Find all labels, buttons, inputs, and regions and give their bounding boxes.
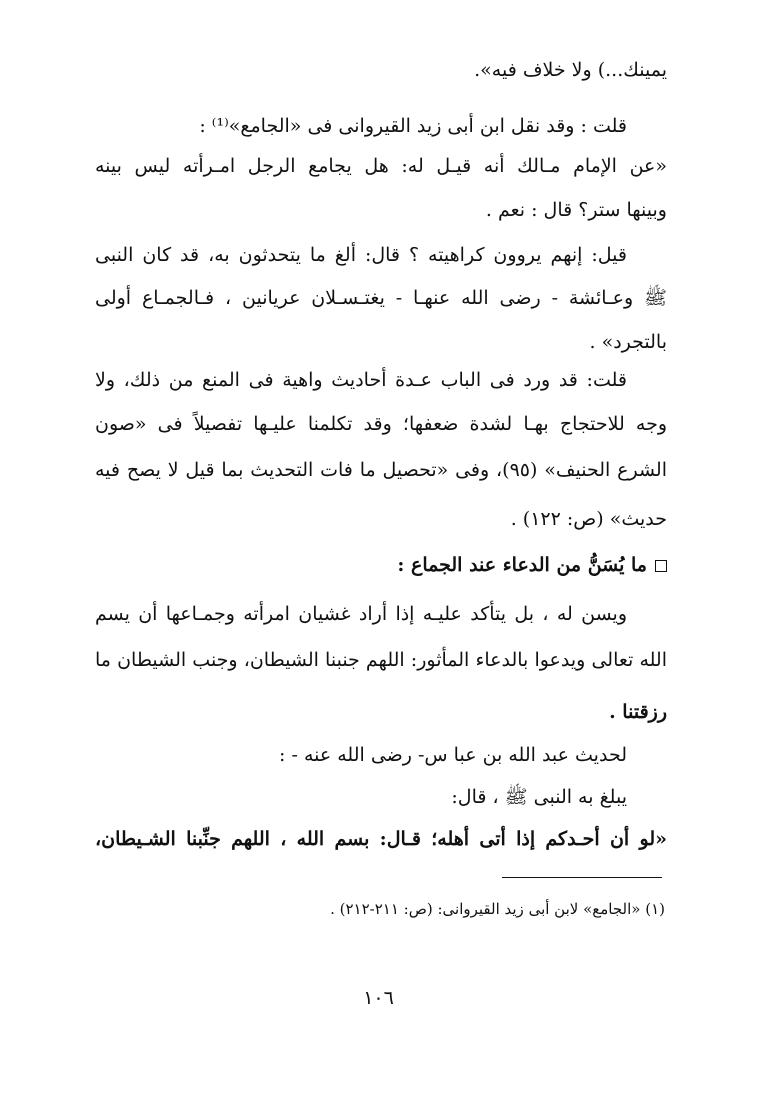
text-line-3: «عن الإمام مـالك أنه قيـل له: هل يجامع الرجل امـرأته ليس بينه [95,155,667,177]
text-line-10: الشرع الحنيف» (٩٥)، وفى «تحصيل ما فات التحديث بما قيل لا يصح فيه [95,459,667,481]
text-line-11: حديث» (ص: ١٢٢) . [510,508,667,530]
text-line-6: ﷺ وعـائشة - رضى الله عنهـا - يغتـسـلان عريانين ، فـالجمـاع أولى [95,287,667,309]
text-line-8: قلت: قد ورد فى الباب عـدة أحاديث واهية فى المنع من ذلك، ولا [95,369,627,391]
section-heading [95,550,667,580]
text-line-5: قيل: إنهم يروون كراهيته ؟ قال: ألغ ما يتحدثون به، قد كان النبى [95,244,627,266]
footnote-divider [502,877,662,878]
text-line-13: الله تعالى ويدعوا بالدعاء المأثور: اللهم جنبنا الشيطان، وجنب الشيطان ما [95,649,667,671]
text-line-9: وجه للاحتجاج بهـا لشدة ضعفها؛ وقد تكلمنا عليـها تفصيلاً فى «صون [95,413,667,435]
text-line-4: وبينها ستر؟ قال : نعم . [485,199,667,221]
text-line-2: قلت : وقد نقل ابن أبى زيد القيروانى فى «الجامع»⁽¹⁾ : [199,115,627,137]
text-line-1: يمينك...) ولا خلاف فيه». [474,59,667,81]
footnote: (١) «الجامع» لابن أبى زيد القيروانى: (ص: ٢١١-٢١٢) . [330,900,665,918]
text-line-12: ويسن له ، بل يتأكد عليـه إذا أراد غشيان امرأته وجمـاعها أن يسم [95,603,627,625]
page-number: ١٠٦ [363,987,394,1009]
square-bullet-icon [655,560,667,572]
section-heading-text: ما يُسَنُّ من الدعاء عند الجماع : [397,554,647,576]
text-line-7: بالتجرد» . [589,331,667,353]
text-line-14: رزقتنا . [609,701,667,723]
text-line-16: يبلغ به النبى ﷺ ، قال: [451,786,627,808]
text-line-17: «لو أن أحـدكم إذا أتى أهله؛ قـال: بسم الله ، اللهم جنِّبنا الشـيطان، [95,828,667,850]
text-line-15: لحديث عبد الله بن عبا س- رضى الله عنه - : [279,744,627,766]
